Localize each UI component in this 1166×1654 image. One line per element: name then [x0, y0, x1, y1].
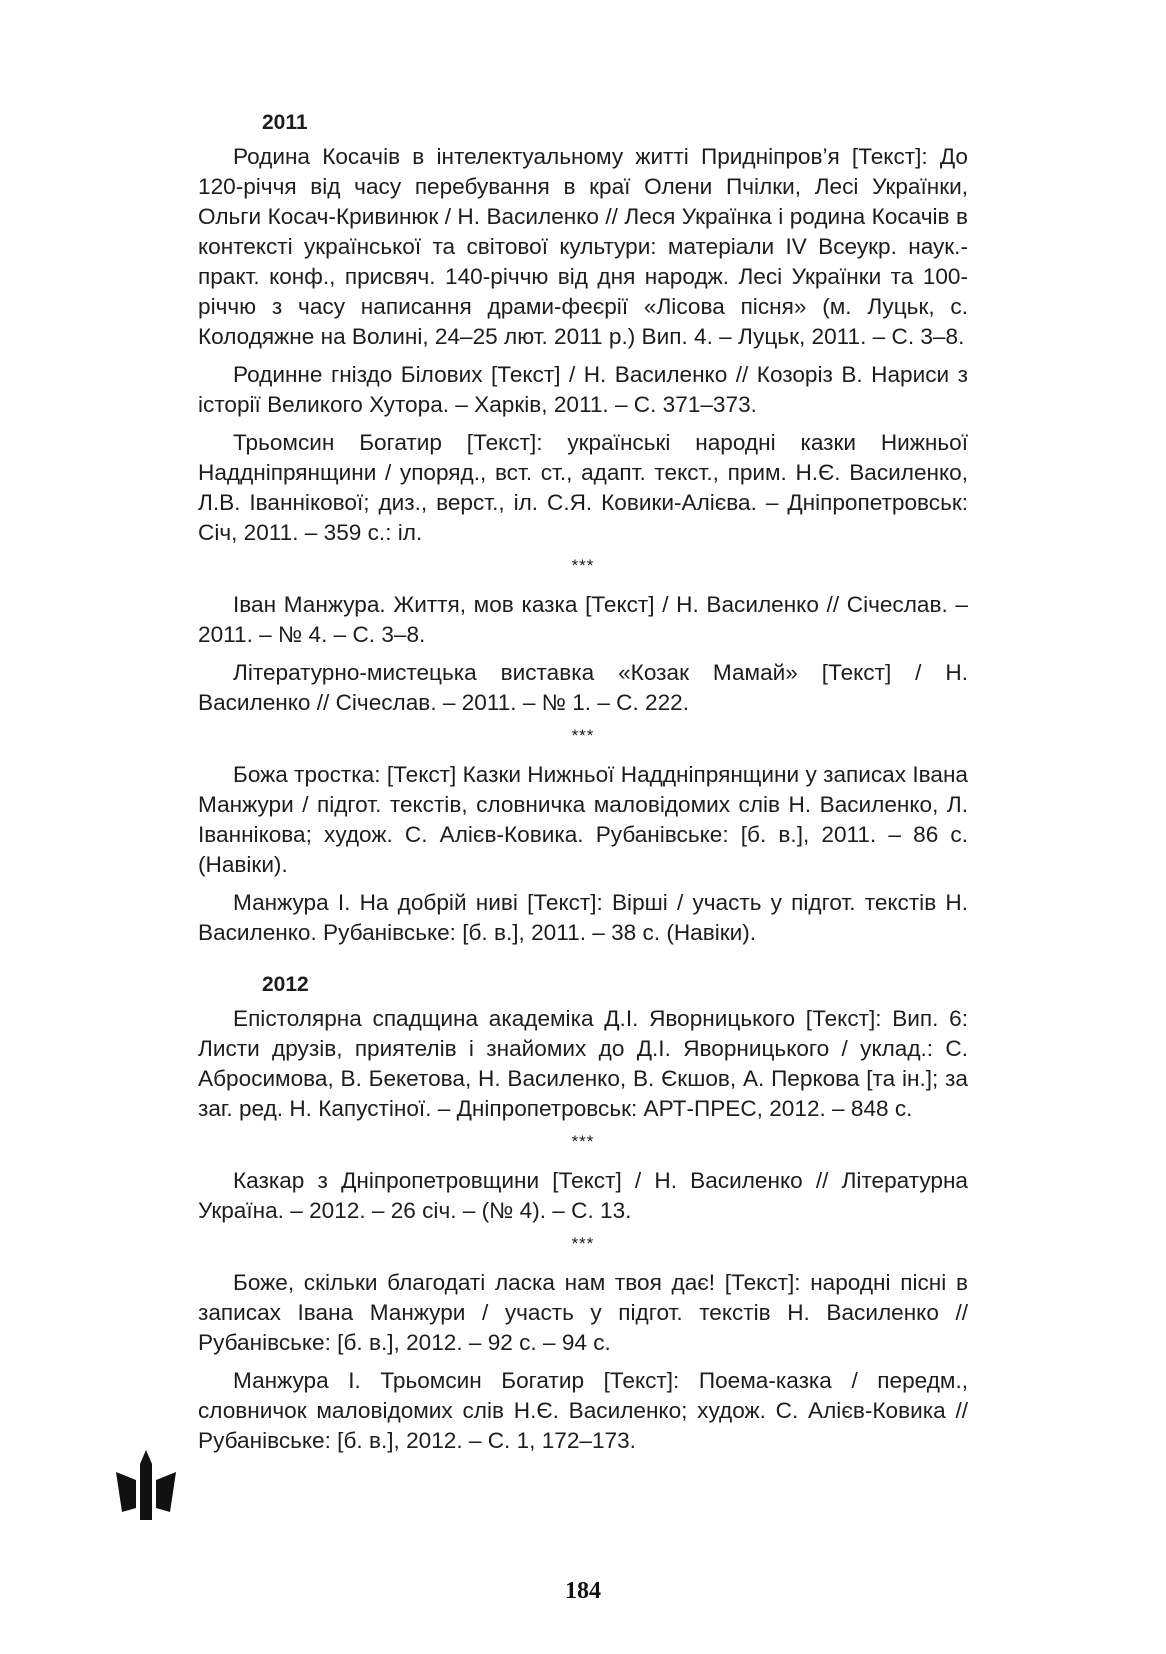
section-2011 [198, 108, 968, 948]
bibliography-entry: Родина Косачів в інтелектуальному житті Придніпров’я [Текст]: До 120-річчя від часу перебування в краї Олени Пчілки, Лесі Українки, Ольги Косач-Кривинюк / Н. Василенко // Леся Українка і родина Косачів в контексті української та світової культури: матеріали IV Всеукр. наук.-практ. конф., присвяч. 140-річчю від дня народж. Лесі Українки та 100-річчю з часу написання драми-феєрії «Лісова пісня» (м. Луцьк, с. Колодяжне на Волині, 24–25 лют. 2011 р.) Вип. 4. – Луцьк, 2011. – С. 3–8. [198, 144, 968, 349]
page-number: 184 [565, 1578, 601, 1604]
year-heading: 2012 [262, 973, 309, 996]
year-heading: 2011 [262, 111, 308, 134]
bibliography-entry: Манжура І. На добрій ниві [Текст]: Вірші / участь у підгот. текстів Н. Василенко. Рубанівське: [б. в.], 2011. – 38 с. (Навіки). [198, 890, 968, 945]
bibliography-entry: Трьомсин Богатир [Текст]: українські народні казки Нижньої Наддніпрянщини / упоряд., вст. ст., адапт. текст., прим. Н.Є. Василенко, Л.В. Іваннікової; диз., верст., іл. С.Я. Ковики-Алієва. – Дніпропетровськ: Січ, 2011. – 359 с.: іл. [198, 430, 968, 545]
bibliography-entry: Родинне гніздо Білових [Текст] / Н. Василенко // Козоріз В. Нариси з історії Великого Хутора. – Харків, 2011. – С. 371–373. [198, 362, 968, 417]
bibliography-entry: Боже, скільки благодаті ласка нам твоя дає! [Текст]: народні пісні в записах Івана Манжури / участь у підгот. текстів Н. Василенко // Рубанівське: [б. в.], 2012. – 92 с. – 94 с. [198, 1270, 968, 1355]
bibliography-page [198, 108, 968, 1464]
entry-separator: *** [571, 1132, 595, 1151]
entry-separator: *** [571, 1234, 595, 1253]
entry-separator: *** [571, 726, 595, 745]
bibliography-entry: Іван Манжура. Життя, мов казка [Текст] / Н. Василенко // Січеслав. – 2011. – № 4. – С. 3–8. [198, 592, 968, 647]
bibliography-entry: Літературно-мистецька виставка «Козак Мамай» [Текст] / Н. Василенко // Січеслав. – 2011. – № 1. – С. 222. [198, 660, 968, 715]
publisher-mark-icon [116, 1450, 176, 1520]
section-2012 [198, 970, 968, 1456]
entry-separator: *** [571, 556, 595, 575]
bibliography-entry: Епістолярна спадщина академіка Д.І. Яворницького [Текст]: Вип. 6: Листи друзів, приятелів і знайомих до Д.І. Яворницького / уклад.: С. Абросимова, В. Бекетова, Н. Василенко, В. Єкшов, А. Перкова [та ін.]; за заг. ред. Н. Капустіної. – Дніпропетровськ: АРТ-ПРЕС, 2012. – 848 с. [198, 1006, 968, 1121]
bibliography-entry: Казкар з Дніпропетровщини [Текст] / Н. Василенко // Літературна Україна. – 2012. – 26 січ. – (№ 4). – С. 13. [198, 1168, 968, 1223]
bibliography-entry: Божа тростка: [Текст] Казки Нижньої Наддніпрянщини у записах Івана Манжури / підгот. текстів, словничка маловідомих слів Н. Василенко, Л. Іваннікова; худож. С. Алієв-Ковика. Рубанівське: [б. в.], 2011. – 86 с. (Навіки). [198, 762, 968, 877]
bibliography-entry: Манжура І. Трьомсин Богатир [Текст]: Поема-казка / передм., словничок маловідомих слів Н.Є. Василенко; худож. С. Алієв-Ковика // Рубанівське: [б. в.], 2012. – С. 1, 172–173. [198, 1368, 968, 1453]
